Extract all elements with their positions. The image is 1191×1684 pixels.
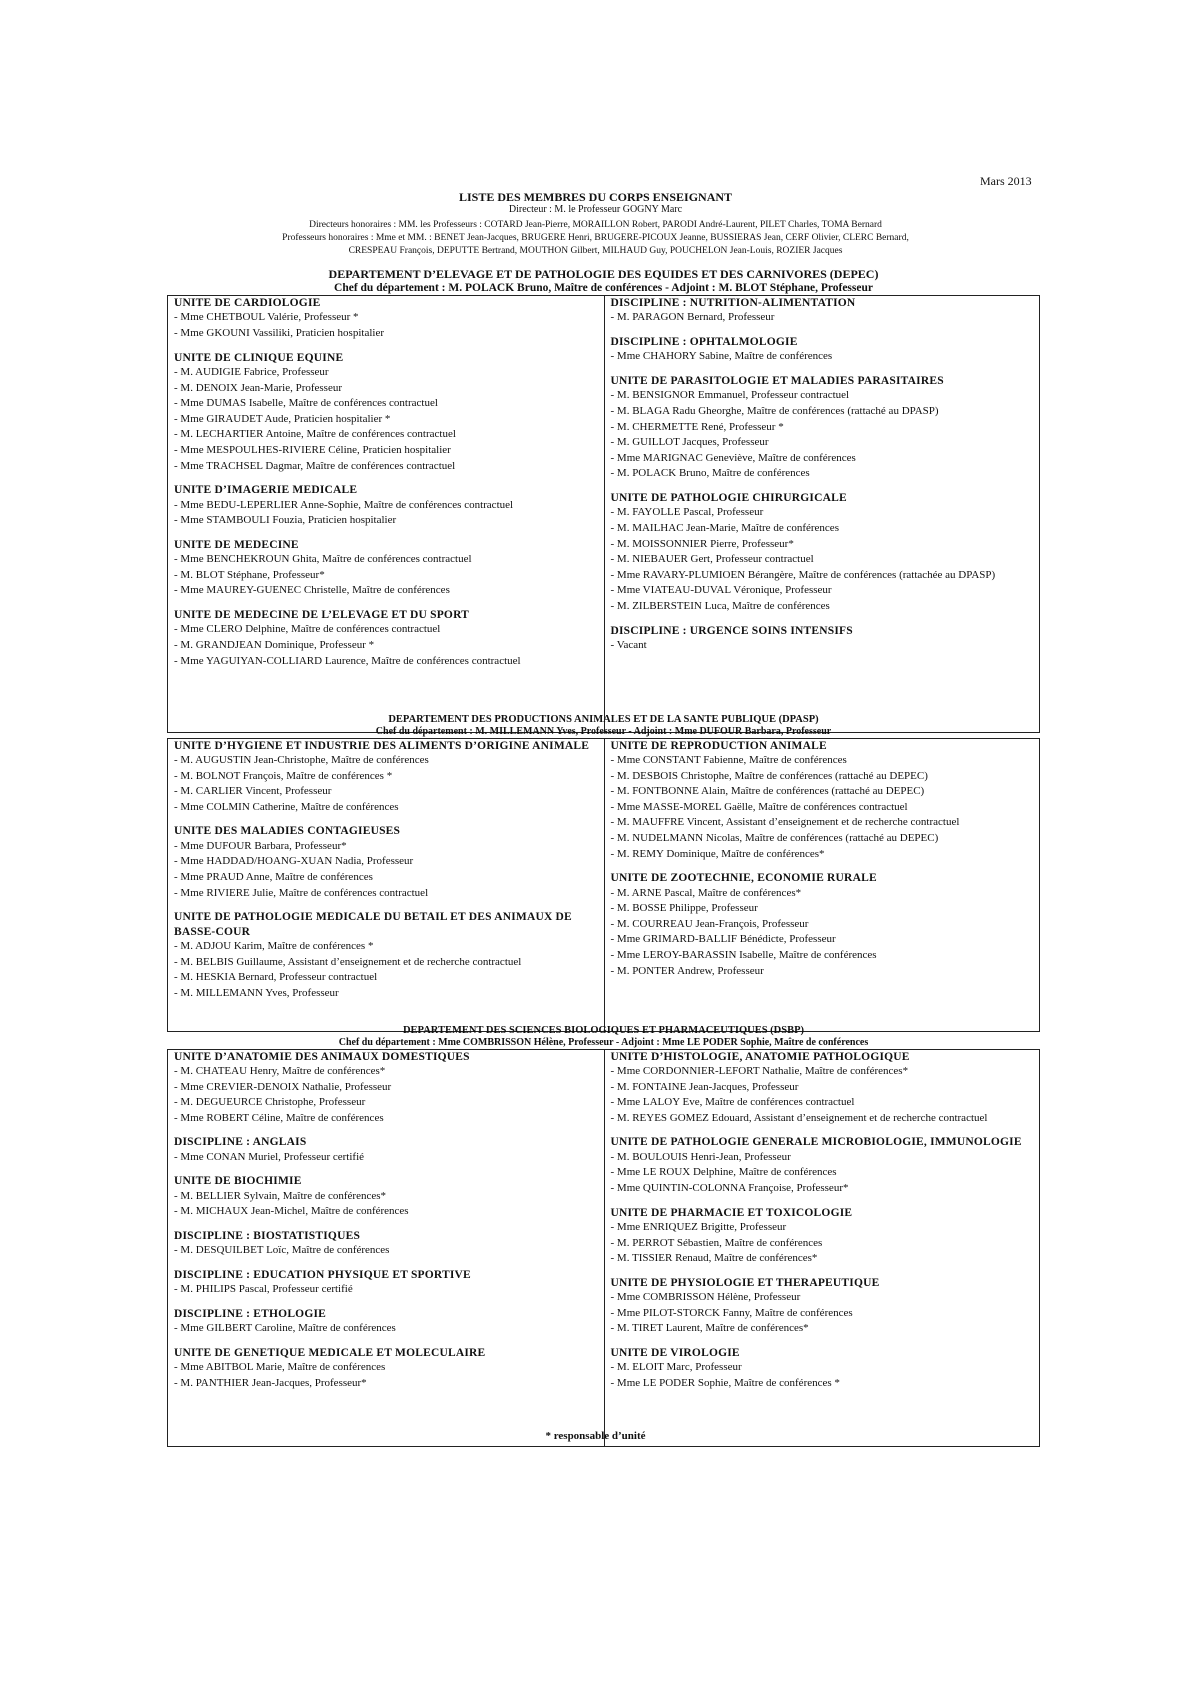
member-entry: - M. MOISSONNIER Pierre, Professeur* [610, 537, 794, 550]
member-entry: - Mme GRIMARD-BALLIF Bénédicte, Professeur [610, 933, 836, 946]
unit-block [174, 1346, 598, 1392]
unit-block [611, 871, 1034, 979]
department-header [167, 268, 1040, 295]
member-entry: - M. NIEBAUER Gert, Professeur contractuel [610, 553, 814, 566]
honorary-professors: Professeurs honoraires : Mme et MM. : BENET Jean-Jacques, BRUGERE Henri, BRUGERE-PICOUX Jeanne, BUSSIERAS Jean, CERF Olivier, CLERC Bernard, [282, 233, 909, 243]
member-entry: - Mme MESPOULHES-RIVIERE Céline, Praticien hospitalier [174, 444, 451, 457]
unit-title: UNITE DE MEDECINE [174, 538, 299, 551]
member-entry: - Mme CORDONNIER-LEFORT Nathalie, Maître de conférences* [610, 1064, 909, 1077]
member-entry: - M. BELBIS Guillaume, Assistant d’enseignement et de recherche contractuel [174, 955, 522, 968]
member-entry: - Mme QUINTIN-COLONNA Françoise, Professeur* [610, 1181, 849, 1194]
member-entry: - Mme DUMAS Isabelle, Maître de conférences contractuel [174, 397, 438, 410]
document-title: LISTE DES MEMBRES DU CORPS ENSEIGNANT [458, 190, 733, 204]
department-header [167, 714, 1040, 738]
member-entry: - Mme YAGUIYAN-COLLIARD Laurence, Maître de conférences contractuel [174, 654, 521, 667]
unit-block [174, 739, 598, 816]
member-entry: - Mme CONAN Muriel, Professeur certifié [174, 1150, 365, 1163]
member-entry: - M. CHERMETTE René, Professeur * [610, 420, 784, 433]
member-entry: - Mme TRACHSEL Dagmar, Maître de conférences contractuel [174, 459, 456, 472]
unit-block [611, 739, 1034, 863]
unit-title: DISCIPLINE : NUTRITION-ALIMENTATION [610, 297, 856, 310]
document-date: Mars 2013 [980, 174, 1032, 188]
member-entry: - M. BOLNOT François, Maître de conférences * [174, 769, 393, 782]
department-chief: Chef du département : M. MILLEMANN Yves, Professeur - Adjoint : Mme DUFOUR Barbara, Professeur [375, 726, 832, 738]
member-entry: - M. ZILBERSTEIN Luca, Maître de conférences [610, 600, 830, 613]
unit-block [611, 1135, 1034, 1196]
member-entry: - Mme LEROY-BARASSIN Isabelle, Maître de conférences [610, 949, 877, 962]
member-entry: - M. COURREAU Jean-François, Professeur [610, 917, 809, 930]
unit-block [174, 1229, 598, 1259]
unit-block [611, 335, 1034, 365]
member-entry: - M. DEGUEURCE Christophe, Professeur [174, 1096, 366, 1109]
member-entry: - M. GRANDJEAN Dominique, Professeur * [174, 639, 375, 652]
unit-block [174, 608, 598, 669]
member-entry: - Mme BENCHEKROUN Ghita, Maître de conférences contractuel [174, 553, 472, 566]
unit-block [611, 374, 1034, 482]
member-entry: - M. TISSIER Renaud, Maître de conférences* [610, 1252, 818, 1265]
member-entry: - Mme ABITBOL Marie, Maître de conférences [174, 1361, 386, 1374]
member-entry: - Mme MAUREY-GUENEC Christelle, Maître de conférences [174, 584, 450, 597]
member-entry: - Mme RIVIERE Julie, Maître de conférences contractuel [174, 886, 429, 899]
unit-title: UNITE DE PHYSIOLOGIE ET THERAPEUTIQUE [610, 1276, 880, 1289]
department-table [167, 1049, 1040, 1447]
member-entry: - Mme MASSE-MOREL Gaëlle, Maître de conférences contractuel [610, 800, 908, 813]
column-right [604, 1050, 1040, 1446]
unit-block [174, 824, 598, 901]
column-left [168, 1050, 604, 1446]
unit-title: UNITE D’HISTOLOGIE, ANATOMIE PATHOLOGIQUE [610, 1050, 910, 1063]
member-entry: - M. DESBOIS Christophe, Maître de conférences (rattaché au DEPEC) [610, 769, 928, 782]
honorary-professors-continued: CRESPEAU François, DEPUTTE Bertrand, MOUTHON Gilbert, MILHAUD Guy, POUCHELON Jean-Louis, ROZIER Jacques [348, 246, 843, 256]
member-entry: - M. LECHARTIER Antoine, Maître de conférences contractuel [174, 428, 456, 441]
unit-block [174, 351, 598, 475]
unit-title: DISCIPLINE : ANGLAIS [174, 1136, 307, 1149]
member-entry: - M. PHILIPS Pascal, Professeur certifié [174, 1283, 353, 1296]
member-entry: - M. CARLIER Vincent, Professeur [174, 785, 332, 798]
member-entry: - Mme ENRIQUEZ Brigitte, Professeur [610, 1220, 787, 1233]
member-entry: - M. GUILLOT Jacques, Professeur [610, 436, 769, 449]
member-entry: - M. BELLIER Sylvain, Maître de conférences* [174, 1189, 386, 1202]
director-line: Directeur : M. le Professeur GOGNY Marc [508, 204, 683, 215]
member-entry: - M. TIRET Laurent, Maître de conférences* [610, 1322, 809, 1335]
member-entry: - M. MAILHAC Jean-Marie, Maître de conférences [610, 522, 839, 534]
member-entry: - M. MAUFFRE Vincent, Assistant d’enseignement et de recherche contractuel [610, 816, 960, 829]
member-entry: - Mme COMBRISSON Hélène, Professeur [610, 1291, 801, 1304]
unit-title: UNITE DE PATHOLOGIE MEDICALE DU BETAIL ET DES ANIMAUX DE BASSE-COUR [174, 911, 572, 938]
footnote: * responsable d’unité [545, 1430, 646, 1442]
unit-block [611, 296, 1034, 326]
column-right [604, 296, 1040, 732]
member-entry: - Mme PRAUD Anne, Maître de conférences [174, 870, 373, 883]
department-table [167, 295, 1040, 733]
department-chief: Chef du département : M. POLACK Bruno, Maître de conférences - Adjoint : M. BLOT Stéphane, Professeur [334, 281, 873, 294]
unit-title: UNITE DE CARDIOLOGIE [174, 297, 321, 310]
member-entry: - M. REYES GOMEZ Edouard, Assistant d’enseignement et de recherche contractuel [610, 1111, 988, 1124]
unit-block [174, 1174, 598, 1220]
unit-title: UNITE DE PATHOLOGIE GENERALE MICROBIOLOGIE, IMMUNOLOGIE [610, 1136, 1022, 1149]
member-entry: - M. DENOIX Jean-Marie, Professeur [174, 381, 343, 394]
member-entry: - Mme MARIGNAC Geneviève, Maître de conférences [610, 451, 856, 464]
member-entry: - M. PERROT Sébastien, Maître de conférences [610, 1236, 823, 1249]
department-name: DEPARTEMENT D’ELEVAGE ET DE PATHOLOGIE DES EQUIDES ET DES CARNIVORES (DEPEC) [328, 267, 879, 281]
member-entry: - Mme HADDAD/HOANG-XUAN Nadia, Professeur [174, 855, 414, 868]
member-entry: - M. REMY Dominique, Maître de conférences* [610, 847, 825, 860]
member-entry: - M. BOSSE Philippe, Professeur [610, 902, 758, 915]
department-chief: Chef du département : Mme COMBRISSON Hélène, Professeur - Adjoint : Mme LE PODER Sophie, Maître de conférences [338, 1037, 869, 1049]
member-entry: - M. ADJOU Karim, Maître de conférences * [174, 939, 374, 952]
unit-block [174, 1135, 598, 1165]
department-depec [167, 268, 1040, 733]
column-left [168, 739, 604, 1031]
member-entry: - Mme CREVIER-DENOIX Nathalie, Professeur [174, 1080, 392, 1093]
member-entry: - M. POLACK Bruno, Maître de conférences [610, 467, 810, 480]
unit-title: UNITE D’HYGIENE ET INDUSTRIE DES ALIMENTS D’ORIGINE ANIMALE [174, 739, 590, 752]
unit-block [611, 491, 1034, 615]
member-entry: - M. FONTAINE Jean-Jacques, Professeur [610, 1080, 799, 1093]
member-entry: - Mme STAMBOULI Fouzia, Praticien hospitalier [174, 514, 397, 527]
member-entry: - M. BLAGA Radu Gheorghe, Maître de conférences (rattaché au DPASP) [610, 404, 939, 417]
unit-block [174, 483, 598, 529]
member-entry: - Mme GKOUNI Vassiliki, Praticien hospitalier [174, 327, 384, 339]
department-name: DEPARTEMENT DES SCIENCES BIOLOGIQUES ET PHARMACEUTIQUES (DSBP) [402, 1025, 805, 1036]
member-entry: - Mme BEDU-LEPERLIER Anne-Sophie, Maître de conférences contractuel [174, 498, 514, 511]
member-entry: - M. HESKIA Bernard, Professeur contractuel [174, 971, 378, 984]
member-entry: - M. AUDIGIE Fabrice, Professeur [174, 365, 329, 378]
unit-title: UNITE DE CLINIQUE EQUINE [174, 351, 344, 364]
member-entry: - M. PARAGON Bernard, Professeur [610, 311, 775, 324]
unit-block [174, 1268, 598, 1298]
member-entry: - Mme LALOY Eve, Maître de conférences contractuel [610, 1096, 855, 1109]
unit-block [174, 1307, 598, 1337]
member-entry: - M. BOULOUIS Henri-Jean, Professeur [610, 1150, 791, 1163]
member-entry: - M. NUDELMANN Nicolas, Maître de conférences (rattaché au DEPEC) [610, 831, 939, 844]
unit-title: UNITE DE BIOCHIMIE [174, 1175, 302, 1188]
department-dpasp [167, 714, 1040, 1032]
member-entry: - M. BENSIGNOR Emmanuel, Professeur contractuel [610, 389, 850, 402]
unit-title: DISCIPLINE : EDUCATION PHYSIQUE ET SPORTIVE [174, 1268, 471, 1281]
unit-block [174, 296, 598, 342]
unit-block [174, 1050, 598, 1127]
member-entry: - M. PANTHIER Jean-Jacques, Professeur* [174, 1376, 367, 1389]
honorary-directors: Directeurs honoraires : MM. les Professeurs : COTARD Jean-Pierre, MORAILLON Robert, PARODI André-Laurent, PILET Charles, TOMA Bernard [309, 220, 882, 230]
unit-title: UNITE D’IMAGERIE MEDICALE [174, 484, 358, 497]
member-entry: - M. FONTBONNE Alain, Maître de conférences (rattaché au DEPEC) [610, 785, 925, 798]
department-name: DEPARTEMENT DES PRODUCTIONS ANIMALES ET DE LA SANTE PUBLIQUE (DPASP) [388, 714, 819, 725]
member-entry: - M. BLOT Stéphane, Professeur* [174, 568, 325, 581]
member-entry: - Mme RAVARY-PLUMIOEN Bérangère, Maître de conférences (rattachée au DPASP) [610, 568, 996, 581]
department-dsbp [167, 1025, 1040, 1447]
member-entry: - M. AUGUSTIN Jean-Christophe, Maître de conférences [174, 753, 429, 766]
unit-title: DISCIPLINE : OPHTALMOLOGIE [610, 336, 798, 348]
unit-title: DISCIPLINE : BIOSTATISTIQUES [174, 1229, 361, 1242]
member-entry: - M. PONTER Andrew, Professeur [610, 964, 764, 977]
member-entry: - Mme GIRAUDET Aude, Praticien hospitalier * [174, 412, 391, 425]
department-table [167, 738, 1040, 1032]
member-entry: - M. MICHAUX Jean-Michel, Maître de conférences [174, 1205, 409, 1218]
unit-title: DISCIPLINE : ETHOLOGIE [174, 1307, 327, 1320]
unit-block [611, 624, 1034, 654]
unit-title: UNITE DE VIROLOGIE [610, 1346, 740, 1359]
member-entry: - Mme DUFOUR Barbara, Professeur* [174, 839, 347, 852]
department-header [167, 1025, 1040, 1049]
unit-block [174, 910, 598, 1001]
member-entry: - Mme LE PODER Sophie, Maître de conférences * [610, 1376, 840, 1389]
unit-title: UNITE DE PATHOLOGIE CHIRURGICALE [610, 492, 847, 505]
member-entry: - Mme CONSTANT Fabienne, Maître de conférences [610, 753, 847, 766]
member-entry: - Mme CHAHORY Sabine, Maître de conférences [610, 350, 833, 363]
member-entry: - Mme VIATEAU-DUVAL Véronique, Professeur [610, 584, 832, 597]
unit-title: UNITE DE ZOOTECHNIE, ECONOMIE RURALE [610, 872, 877, 885]
member-entry: - Vacant [610, 639, 647, 652]
unit-block [174, 538, 598, 599]
member-entry: - M. CHATEAU Henry, Maître de conférences* [174, 1064, 386, 1077]
column-left [168, 296, 604, 732]
member-entry: - Mme ROBERT Céline, Maître de conférences [174, 1111, 384, 1124]
member-entry: - Mme GILBERT Caroline, Maître de conférences [174, 1322, 396, 1335]
member-entry: - M. ELOIT Marc, Professeur [610, 1361, 742, 1374]
unit-title: UNITE DE MEDECINE DE L’ELEVAGE ET DU SPORT [174, 609, 470, 622]
unit-title: UNITE DE PHARMACIE ET TOXICOLOGIE [610, 1206, 853, 1219]
member-entry: - Mme CHETBOUL Valérie, Professeur * [174, 311, 359, 324]
unit-title: DISCIPLINE : URGENCE SOINS INTENSIFS [610, 624, 853, 637]
member-entry: - M. MILLEMANN Yves, Professeur [174, 986, 339, 999]
unit-title: UNITE DES MALADIES CONTAGIEUSES [174, 825, 401, 838]
member-entry: - Mme PILOT-STORCK Fanny, Maître de conférences [610, 1306, 853, 1319]
member-entry: - Mme LE ROUX Delphine, Maître de conférences [610, 1166, 837, 1179]
unit-block [611, 1206, 1034, 1267]
unit-title: UNITE DE PARASITOLOGIE ET MALADIES PARASITAIRES [610, 374, 944, 387]
unit-title: UNITE DE REPRODUCTION ANIMALE [610, 739, 827, 752]
column-right [604, 739, 1040, 1031]
unit-block [611, 1276, 1034, 1337]
member-entry: - M. DESQUILBET Loïc, Maître de conférences [174, 1244, 390, 1257]
unit-block [611, 1346, 1034, 1392]
member-entry: - M. FAYOLLE Pascal, Professeur [610, 506, 764, 519]
unit-block [611, 1050, 1034, 1127]
member-entry: - Mme COLMIN Catherine, Maître de conférences [174, 800, 399, 813]
unit-title: UNITE D’ANATOMIE DES ANIMAUX DOMESTIQUES [174, 1050, 470, 1063]
member-entry: - M. ARNE Pascal, Maître de conférences* [610, 886, 802, 899]
member-entry: - Mme CLERO Delphine, Maître de conférences contractuel [174, 623, 441, 636]
unit-title: UNITE DE GENETIQUE MEDICALE ET MOLECULAIRE [174, 1346, 486, 1359]
